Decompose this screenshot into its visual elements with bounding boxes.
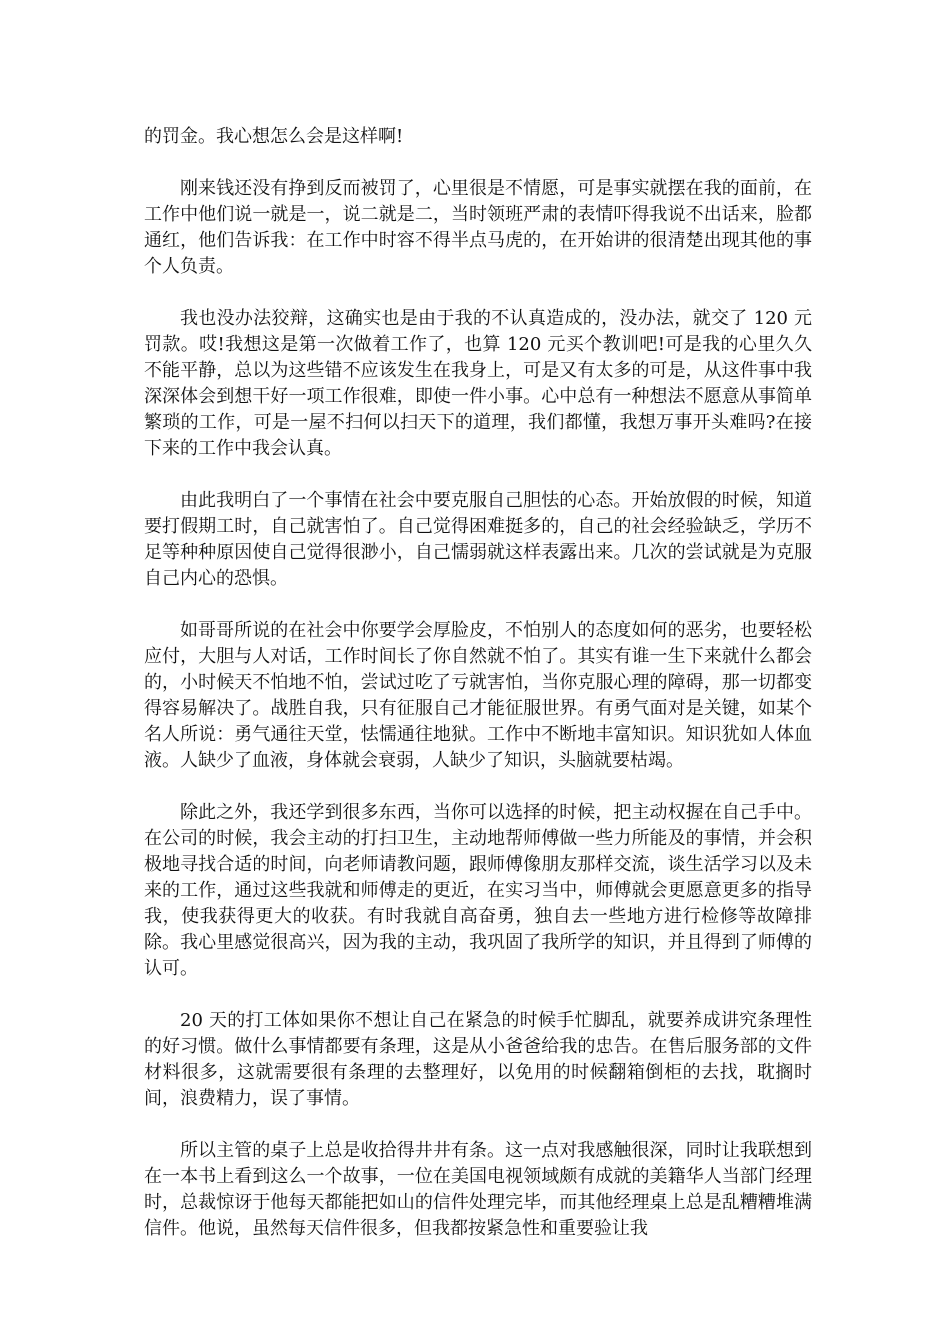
paragraph: 所以主管的桌子上总是收拾得井井有条。这一点对我感触很深，同时让我联想到在一本书上看到这么一个故事，一位在美国电视领域颇有成就的美籍华人当部门经理时，总裁惊讶于他每天都能把如山的信件处理完毕，而其他经理桌上总是乱糟糟堆满信件。他说，虽然每天信件很多，但我都按紧急性和重要验让我 — [144, 1140, 812, 1239]
paragraph: 除此之外，我还学到很多东西，当你可以选择的时候，把主动权握在自己手中。在公司的时候，我会主动的打扫卫生，主动地帮师傅做一些力所能及的事情，并会积极地寻找合适的时间，向老师请教问题，跟师傅像朋友那样交流，谈生活学习以及未来的工作，通过这些我就和师傅走的更近，在实习当中，师傅就会更愿意更多的指导我，使我获得更大的收获。有时我就自高奋勇，独自去一些地方进行检修等故障排除。我心里感觉很高兴，因为我的主动，我巩固了我所学的知识，并且得到了师傅的认可。 — [144, 802, 812, 979]
paragraph: 如哥哥所说的在社会中你要学会厚脸皮，不怕别人的态度如何的恶劣，也要轻松应付，大胆与人对话，工作时间长了你自然就不怕了。其实有谁一生下来就什么都会的，小时候天不怕地不怕，尝试过吃了亏就害怕，当你克服心理的障碍，那一切都变得容易解决了。战胜自我，只有征服自己才能征服世界。有勇气面对是关键，如某个名人所说：勇气通往天堂，怯懦通往地狱。工作中不断地丰富知识。知识犹如人体血液。人缺少了血液，身体就会衰弱，人缺少了知识，头脑就要枯竭。 — [144, 620, 812, 771]
body-text — [144, 124, 812, 1268]
paragraph-continued: 的罚金。我心想怎么会是这样啊! — [144, 126, 404, 147]
paragraph: 20 天的打工体如果你不想让自己在紧急的时候手忙脚乱，就要养成讲究条理性的好习惯。做什么事情都要有条理，这是从小爸爸给我的忠告。在售后服务部的文件材料很多，这就需要很有条理的去整理好，以免用的时候翻箱倒柜的去找，耽搁时间，浪费精力，误了事情。 — [144, 1010, 812, 1109]
paragraph: 由此我明白了一个事情在社会中要克服自己胆怯的心态。开始放假的时候，知道要打假期工时，自己就害怕了。自己觉得困难挺多的，自己的社会经验缺乏，学历不足等种种原因使自己觉得很渺小，自己懦弱就这样表露出来。几次的尝试就是为克服自己内心的恐惧。 — [144, 490, 812, 589]
paragraph: 刚来钱还没有挣到反而被罚了，心里很是不情愿，可是事实就摆在我的面前，在工作中他们说一就是一，说二就是二，当时领班严肃的表情吓得我说不出话来，脸都通红，他们告诉我：在工作中时容不得半点马虎的，在开始讲的很清楚出现其他的事个人负责。 — [144, 178, 812, 277]
paragraph: 我也没办法狡辩，这确实也是由于我的不认真造成的，没办法，就交了 120 元罚款。哎!我想这是第一次做着工作了，也算 120 元买个教训吧!可是我的心里久久不能平静，总以为这些错不应该发生在我身上，可是又有太多的可是，从这件事中我深深体会到想干好一项工作很难，即使一件小事。心中总有一种想法不愿意从事简单繁琐的工作，可是一屋不扫何以扫天下的道理，我们都懂，我想万事开头难吗?在接下来的工作中我会认真。 — [144, 308, 812, 459]
